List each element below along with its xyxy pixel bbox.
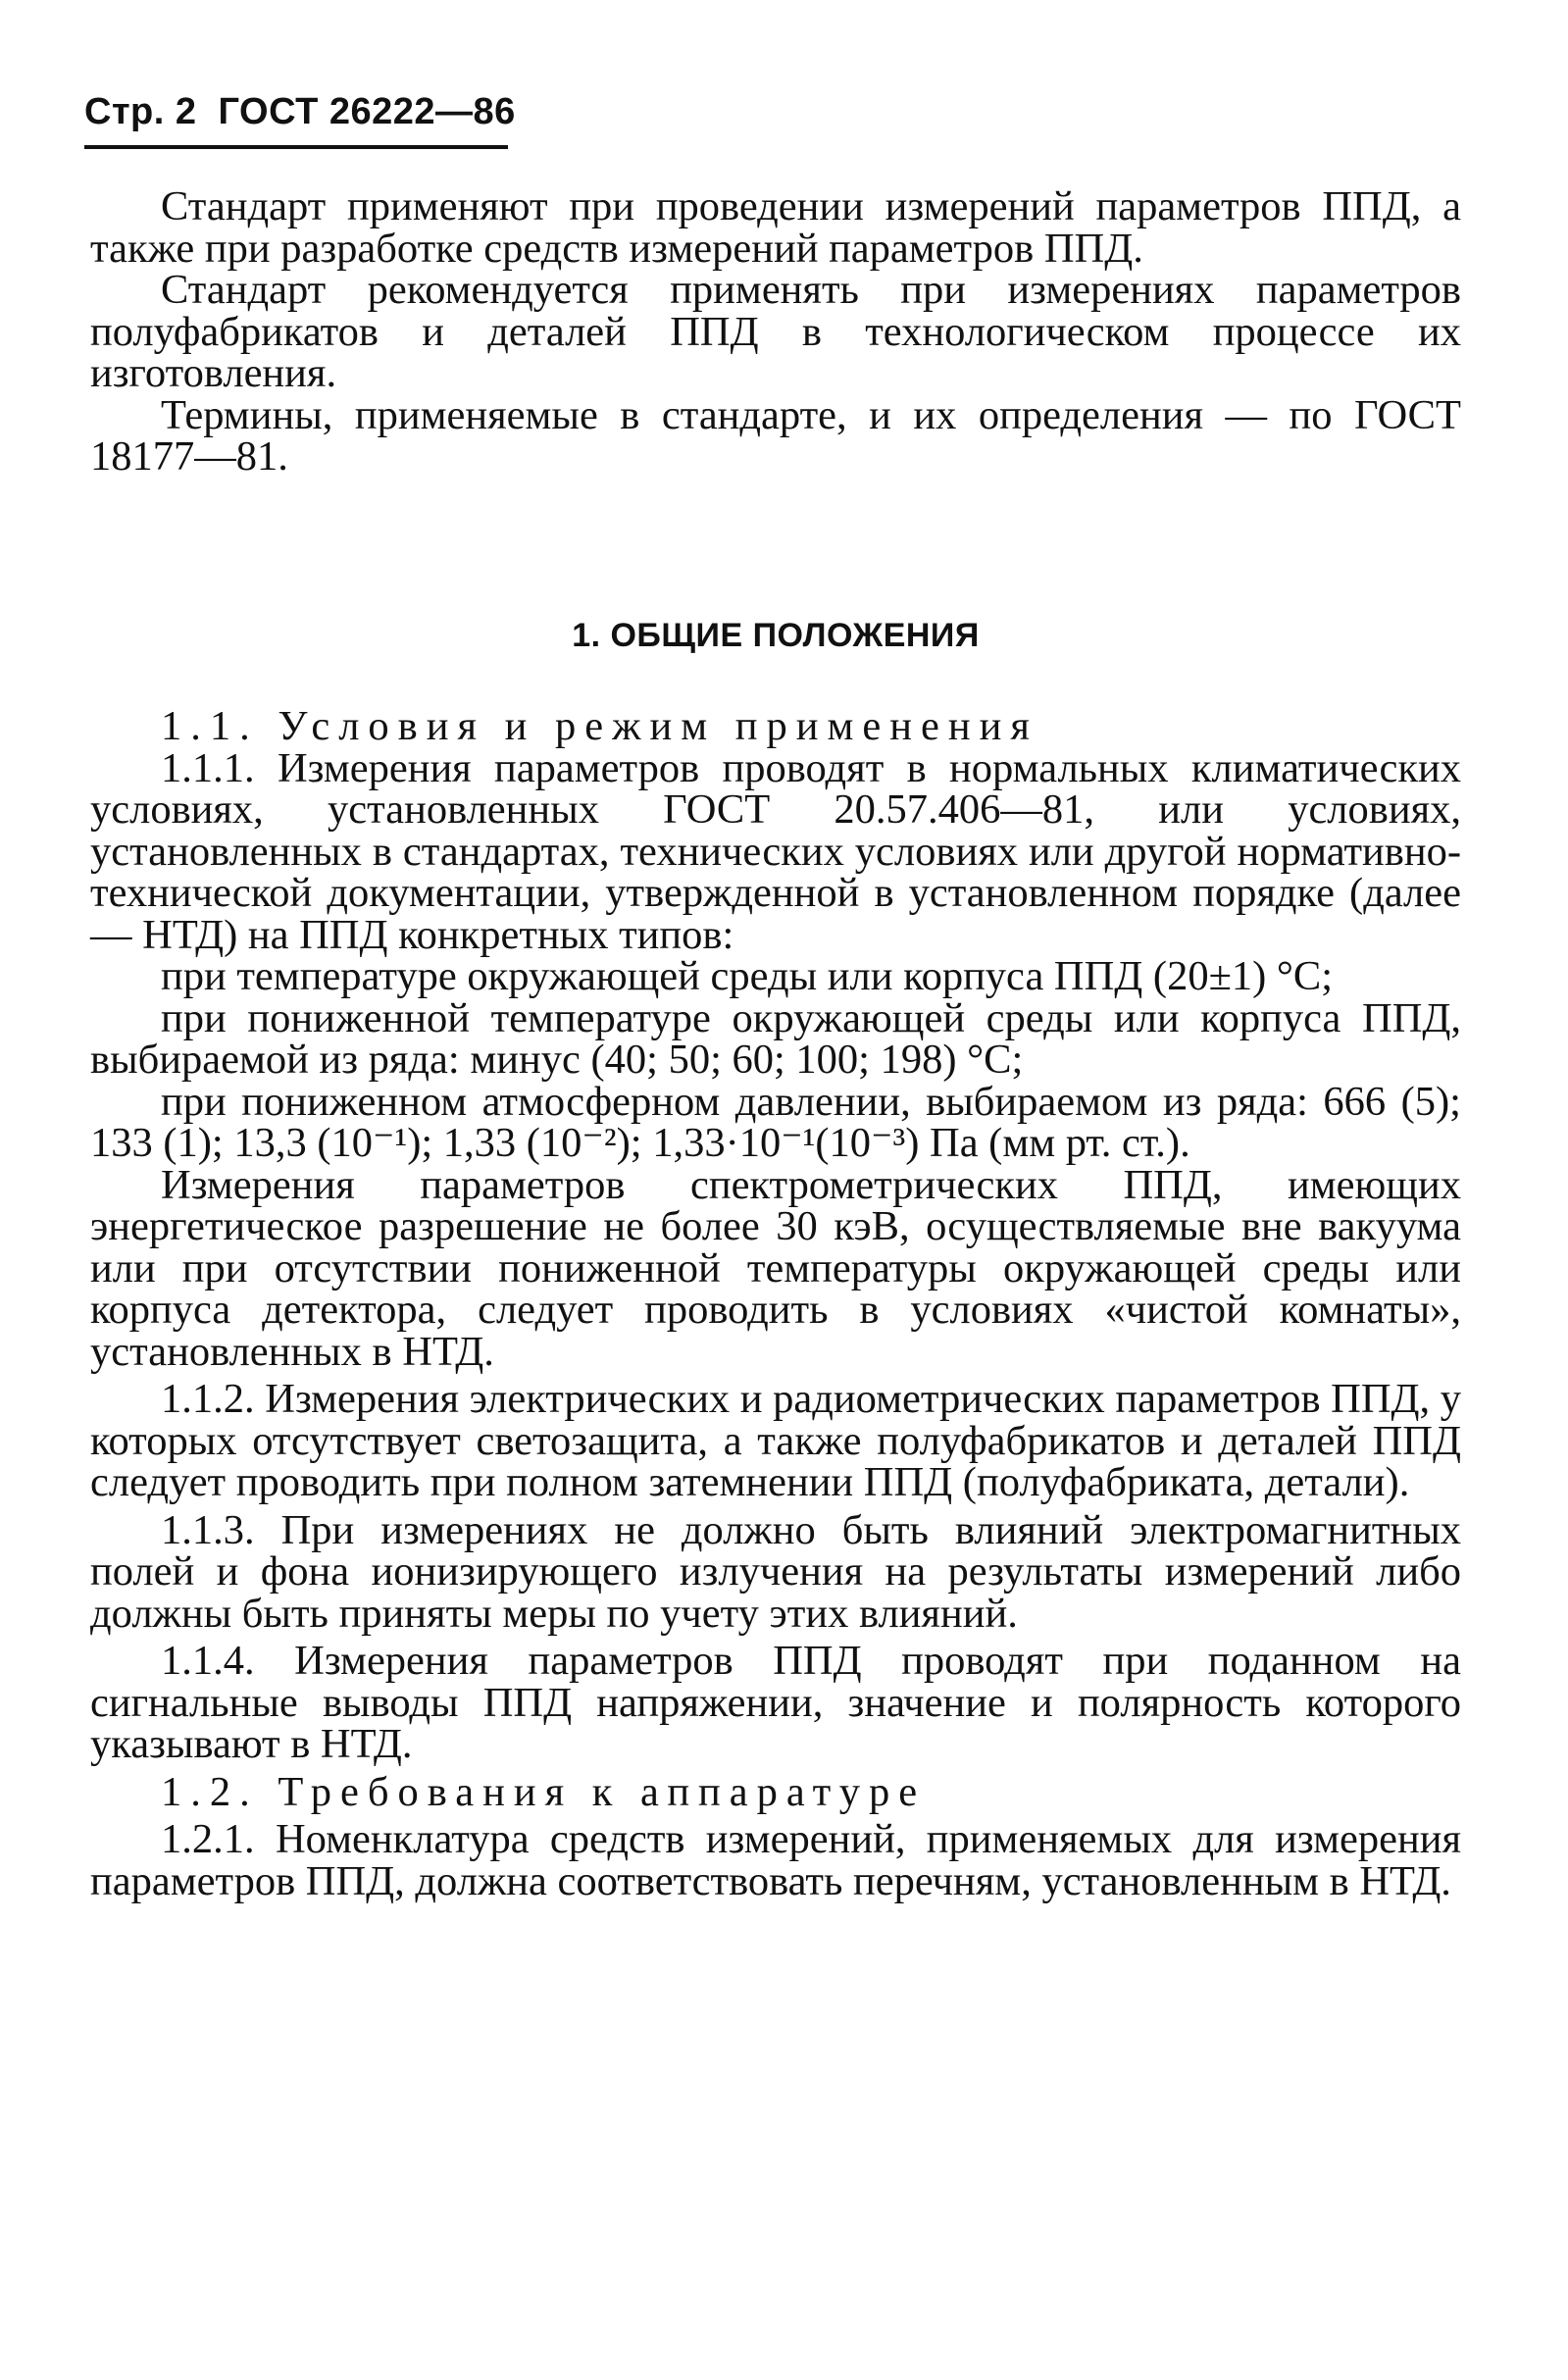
document-id: ГОСТ 26222—86	[218, 91, 516, 132]
condition-temperature: при температуре окружающей среды или корпуса ППД (20±1) °С;	[161, 953, 1334, 999]
intro-block	[90, 183, 1461, 480]
header-rule	[84, 145, 508, 149]
intro-paragraph: Термины, применяемые в стандарте, и их определения — по ГОСТ 18177—81.	[90, 391, 1461, 480]
intro-paragraph: Стандарт рекомендуется применять при измерениях параметров полуфабрикатов и деталей ППД в технологическом процессе их изготовления.	[90, 267, 1461, 396]
paragraph-1-2-1: 1.2.1. Номенклатура средств измерений, применяемых для измерения параметров ППД, должна соответствовать перечням, установленным в НТД.	[90, 1816, 1461, 1904]
section-body	[90, 703, 1462, 1904]
paragraph-spectrometric: Измерения параметров спектрометрических ППД, имеющих энергетическое разрешение не более 30 кэВ, осуществляемые вне вакуума или при отсутствии пониженной температуры окружающей среды или корпуса детектора, следует проводить в условиях «чистой комнаты», установленных в НТД.	[90, 1161, 1461, 1375]
paragraph-1-1-4: 1.1.4. Измерения параметров ППД проводят при поданном на сигнальные выводы ППД напряжении, значение и полярность которого указывают в НТД.	[90, 1638, 1461, 1767]
subsection-title-1-1: 1.1. Условия и режим применения	[161, 703, 1038, 749]
page-number: Стр. 2	[84, 91, 197, 132]
section-heading: 1. ОБЩИЕ ПОЛОЖЕНИЯ	[572, 617, 980, 654]
condition-pressure: при пониженном атмосферном давлении, выбираемом из ряда: 666 (5); 133 (1); 13,3 (10⁻¹); 1,33 (10⁻²); 1,33·10⁻¹(10⁻³) Па (мм рт. ст.).	[90, 1078, 1461, 1166]
condition-low-temperature: при пониженной температуре окружающей среды или корпуса ППД, выбираемой из ряда: минус (40; 50; 60; 100; 198) °С;	[90, 994, 1461, 1083]
page-header	[84, 90, 516, 133]
paragraph-1-1-2: 1.1.2. Измерения электрических и радиометрических параметров ППД, у которых отсутствует светозащита, а также полуфабрикатов и деталей ППД следует проводить при полном затемнении ППД (полуфабриката, детали).	[90, 1376, 1462, 1505]
paragraph-1-1-1: 1.1.1. Измерения параметров проводят в нормальных климатических условиях, установленных ГОСТ 20.57.406—81, или условиях, установленных в стандартах, технических условиях или другой нормативно-технической документации, утвержденной в установленном порядке (далее — НТД) на ППД конкретных типов:	[90, 744, 1461, 958]
paragraph-1-1-3: 1.1.3. При измерениях не должно быть влияний электромагнитных полей и фона ионизирующего излучения на результаты измерений либо должны быть приняты меры по учету этих влияний.	[90, 1506, 1461, 1637]
intro-paragraph: Стандарт применяют при проведении измерений параметров ППД, а также при разработке средств измерений параметров ППД.	[90, 183, 1461, 272]
subsection-title-1-2: 1.2. Требования к аппаратуре	[161, 1768, 927, 1815]
